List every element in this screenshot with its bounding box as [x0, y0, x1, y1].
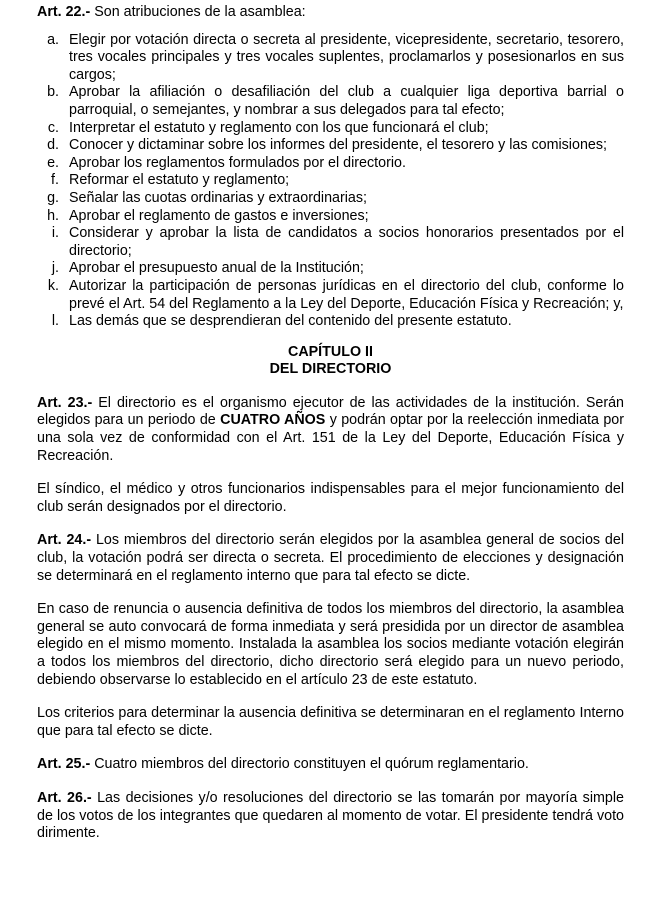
- list-item: h. Aprobar el reglamento de gastos e inversiones;: [47, 207, 369, 224]
- art24-paragraph-2: En caso de renuncia o ausencia definitiva de todos los miembros del directorio, la asamblea general se auto convocará de forma inmediata y será presidida por un director de asamblea elegido en el mismo momento. Instalada la asamblea los socios mediante votación elegirán a todos los miembros del directorio, dicho directorio será elegido para un nuevo periodo, debiendo observarse lo establecido en el artículo 23 de este estatuto.: [37, 601, 624, 688]
- art25-label: Art. 25.-: [37, 756, 91, 773]
- list-item: b. Aprobar la afiliación o desafiliación del club a cualquier liga deportiva barrial o parroquial, o semejantes, y nombrar a sus delegados para tal efecto;: [47, 84, 624, 118]
- art26-label: Art. 26.-: [37, 789, 92, 806]
- art25-paragraph: Art. 25.- Cuatro miembros del directorio constituyen el quórum reglamentario.: [37, 756, 529, 773]
- chapter-title: DEL DIRECTORIO: [269, 361, 392, 378]
- list-item: c. Interpretar el estatuto y reglamento con los que funcionará el club;: [47, 119, 489, 136]
- term-bold: CUATRO AÑOS: [220, 412, 326, 429]
- art23-paragraph: Art. 23.- El directorio es el organismo ejecutor de las actividades de la institución. Serán elegidos para un periodo de CUATRO AÑOS y podrán optar por la reelección inmediata por una sola vez de conformidad con el Art. 151 de la Ley del Deporte, Educación Física y Recreación.: [37, 394, 624, 464]
- list-item: i. Considerar y aprobar la lista de candidatos a socios honorarios presentados por el directorio;: [51, 225, 624, 259]
- chapter-heading: [37, 344, 624, 379]
- art22-intro: Son atribuciones de la asamblea:: [90, 4, 306, 20]
- art23-paragraph-2: El síndico, el médico y otros funcionarios indispensables para el mejor funcionamiento del club serán designados por el directorio.: [37, 481, 624, 515]
- art22-list: [37, 32, 624, 331]
- art26-paragraph: Art. 26.- Las decisiones y/o resoluciones del directorio se las tomarán por mayoría simple de los votos de los integrantes que quedaren al momento de votar. El presidente tendrá voto dirimente.: [37, 789, 624, 842]
- list-item: l. Las demás que se desprendieran del contenido del presente estatuto.: [51, 313, 512, 330]
- list-item: a. Elegir por votación directa o secreta al presidente, vicepresidente, secretario, tesorero, tres vocales principales y tres vocales suplentes, proclamarlos y posesionarlos en sus cargos;: [47, 31, 624, 83]
- list-item: e. Aprobar los reglamentos formulados por el directorio.: [47, 154, 406, 171]
- list-item: d. Conocer y dictaminar sobre los informes del presidente, el tesorero y las comisiones;: [47, 137, 607, 154]
- list-item: k. Autorizar la participación de personas jurídicas en el directorio del club, conforme lo prevé el Art. 54 del Reglamento a la Ley del Deporte, Educación Física y Recreación; y,: [47, 277, 624, 312]
- list-item: g. Señalar las cuotas ordinarias y extraordinarias;: [47, 189, 368, 206]
- art24-paragraph: Art. 24.- Los miembros del directorio serán elegidos por la asamblea general de socios del club, la votación podrá ser directa o secreta. El procedimiento de elecciones y designación se determinará en el reglamento interno que para tal efecto se dicte.: [37, 532, 625, 584]
- art22-label: Art. 22.-: [37, 4, 91, 20]
- list-item: f. Reformar el estatuto y reglamento;: [51, 172, 290, 189]
- art22-heading: [37, 4, 624, 22]
- art24-paragraph-3: Los criterios para determinar la ausencia definitiva se determinaran en el reglamento Interno que para tal efecto se dicte.: [37, 705, 624, 739]
- art24-label: Art. 24.-: [37, 532, 92, 549]
- list-item: j. Aprobar el presupuesto anual de la Institución;: [51, 260, 364, 277]
- art23-label: Art. 23.-: [37, 394, 93, 411]
- chapter-number: CAPÍTULO II: [288, 343, 373, 360]
